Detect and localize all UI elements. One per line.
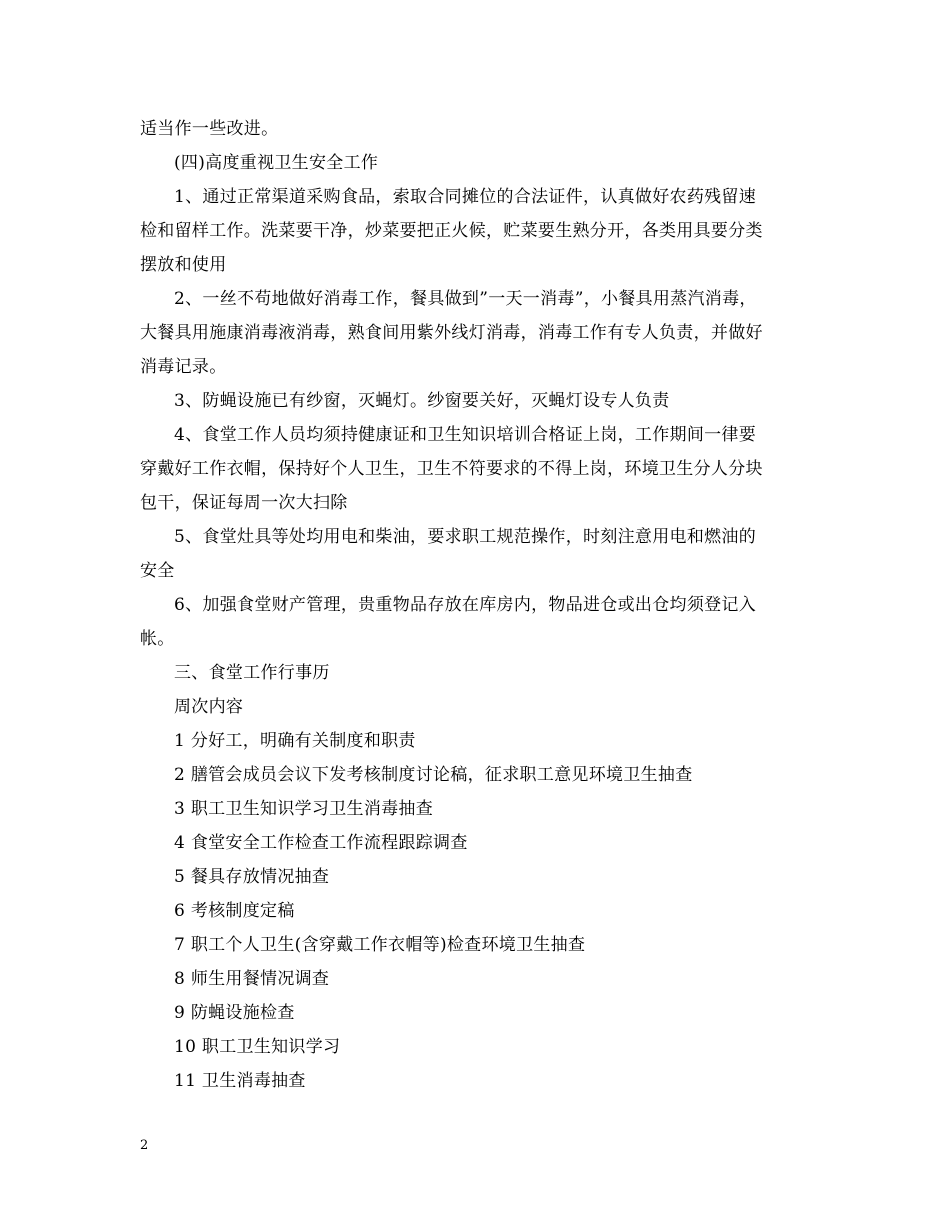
text-line: 3、防蝇设施已有纱窗，灭蝇灯。纱窗要关好，灭蝇灯设专人负责 (174, 391, 670, 411)
text-line: 6、加强食堂财产管理，贵重物品存放在库房内，物品进仓或出仓均须登记入 (174, 595, 757, 615)
text-line: 2、一丝不苟地做好消毒工作，餐具做到”一天一消毒”，小餐具用蒸汽消毒， (174, 289, 757, 309)
text-line: 适当作一些改进。 (140, 119, 279, 139)
schedule-item: 1 分好工，明确有关制度和职责 (174, 731, 416, 751)
page-number: 2 (140, 1138, 149, 1153)
schedule-item: 7 职工个人卫生(含穿戴工作衣帽等)检查环境卫生抽查 (174, 935, 586, 955)
section-heading: 三、食堂工作行事历 (174, 663, 330, 683)
text-line: 检和留样工作。洗菜要干净，炒菜要把正火候，贮菜要生熟分开，各类用具要分类 (140, 221, 763, 241)
schedule-item: 5 餐具存放情况抽查 (174, 867, 330, 887)
schedule-item: 11 卫生消毒抽查 (174, 1071, 306, 1091)
text-line: 4、食堂工作人员均须持健康证和卫生知识培训合格证上岗，工作期间一律要 (174, 425, 757, 445)
text-line: 摆放和使用 (140, 255, 227, 275)
text-line: 包干，保证每周一次大扫除 (140, 493, 348, 513)
text-line: 大餐具用施康消毒液消毒，熟食间用紫外线灯消毒，消毒工作有专人负责，并做好 (140, 323, 763, 343)
schedule-item: 6 考核制度定稿 (174, 901, 295, 921)
schedule-item: 3 职工卫生知识学习卫生消毒抽查 (174, 799, 434, 819)
text-line: 5、食堂灶具等处均用电和柴油，要求职工规范操作，时刻注意用电和燃油的 (174, 527, 757, 547)
schedule-header: 周次内容 (174, 697, 244, 717)
schedule-item: 10 职工卫生知识学习 (174, 1037, 341, 1057)
schedule-item: 9 防蝇设施检查 (174, 1003, 295, 1023)
text-line: 安全 (140, 561, 175, 581)
schedule-item: 8 师生用餐情况调查 (174, 969, 330, 989)
text-line: 消毒记录。 (140, 357, 227, 377)
section-heading: (四)高度重视卫生安全工作 (174, 153, 379, 173)
text-line: 穿戴好工作衣帽，保持好个人卫生，卫生不符要求的不得上岗，环境卫生分人分块 (140, 459, 763, 479)
text-line: 1、通过正常渠道采购食品，索取合同摊位的合法证件，认真做好农药残留速 (174, 187, 757, 207)
schedule-item: 4 食堂安全工作检查工作流程跟踪调查 (174, 833, 468, 853)
text-line: 帐。 (140, 629, 175, 649)
schedule-item: 2 膳管会成员会议下发考核制度讨论稿，征求职工意见环境卫生抽查 (174, 765, 693, 785)
